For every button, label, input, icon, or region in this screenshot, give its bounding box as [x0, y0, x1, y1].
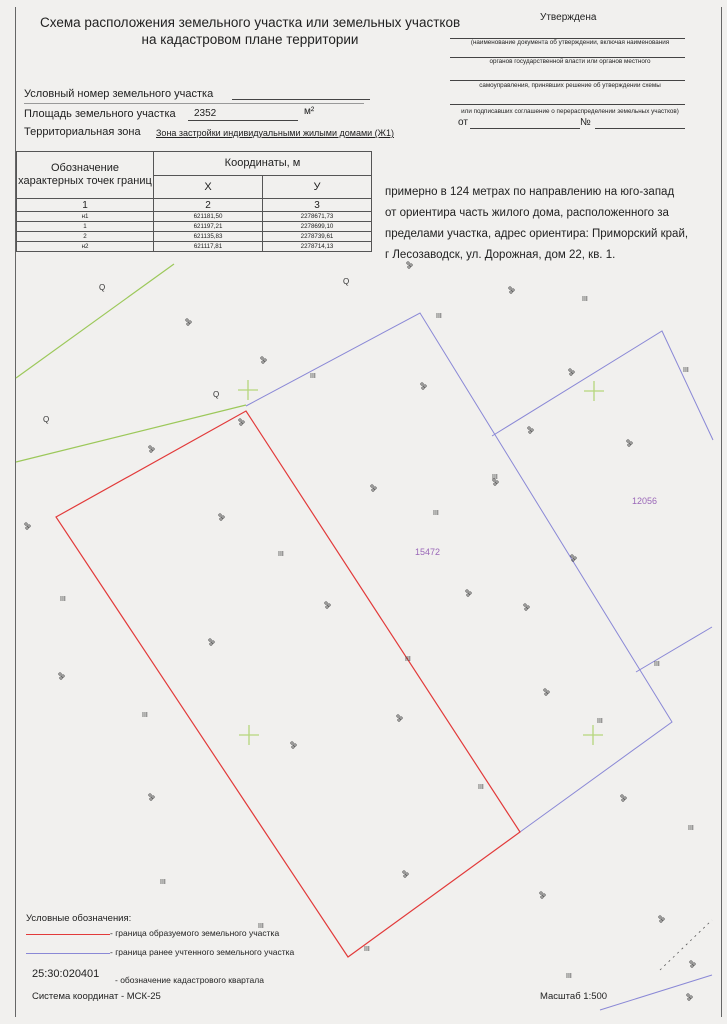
svg-text:III: III [582, 296, 588, 303]
approval-line-4: или подписавших соглашение о перераспределении земельных участков) [461, 108, 679, 115]
address-line-3: пределами участка, адрес ориентира: Приморский край, [385, 228, 689, 240]
label-15472: 15472 [415, 547, 441, 557]
blue-parcel-12056 [492, 331, 713, 440]
svg-text:III: III [478, 784, 484, 791]
row-x: 621117,81 [154, 242, 263, 252]
green-line [16, 405, 246, 462]
svg-text:III: III [683, 367, 689, 374]
header-x: X [154, 175, 263, 199]
dotted-line [660, 920, 712, 970]
row-x: 621135,83 [154, 232, 263, 242]
hatch-marks [60, 296, 694, 980]
scale-label: Масштаб 1:500 [540, 991, 608, 1002]
row-y: 2278739,61 [263, 232, 372, 242]
svg-text:III: III [492, 474, 498, 481]
svg-text:Q: Q [43, 415, 50, 424]
row-y: 2278714,13 [263, 242, 372, 252]
address-line-2: от ориентира часть жилого дома, расположенного за [385, 207, 669, 219]
blue-line [636, 627, 712, 672]
row-x: 621181,50 [154, 212, 263, 222]
row-y: 2278671,73 [263, 212, 372, 222]
row-point: 2 [17, 232, 154, 242]
header-y: У [263, 175, 372, 199]
title-line-2: на кадастровом плане территории [141, 32, 359, 47]
svg-text:III: III [566, 973, 572, 980]
blue-parcel-15472 [246, 313, 672, 832]
zone-label: Территориальная зона [24, 126, 141, 138]
legend-red-text: - граница образуемого земельного участка [110, 928, 280, 938]
legend-blue-text: - граница ранее учтенного земельного участка [110, 947, 295, 957]
cross-markers [238, 380, 604, 745]
zone-value: Зона застройки индивидуальными жилыми домами (Ж1) [156, 128, 394, 138]
legend-blue-swatch [26, 953, 110, 954]
svg-text:Q: Q [99, 283, 106, 292]
svg-text:III: III [433, 510, 439, 517]
title-line-1: Схема расположения земельного участка или земельных участков [40, 15, 461, 30]
approval-line-1: (наименование документа об утверждении, включая наименования [470, 39, 670, 46]
area-unit: м² [304, 106, 315, 117]
quarter-code: 25:30:020401 [32, 968, 100, 980]
header-point: Обозначение характерных точек границ [17, 152, 154, 199]
approval-title: Утверждена [540, 12, 597, 23]
svg-text:Q: Q [213, 390, 220, 399]
legend-red-swatch [26, 934, 110, 935]
circle-marks [43, 277, 349, 424]
green-line [16, 264, 174, 378]
approval-line-3: самоуправления, принявших решение об утверждении схемы [479, 82, 661, 89]
conditional-number-label: Условный номер земельного участка [24, 88, 214, 100]
row-point: н1 [17, 212, 154, 222]
svg-text:III: III [688, 825, 694, 832]
svg-text:III: III [436, 313, 442, 320]
svg-text:III: III [278, 551, 284, 558]
svg-text:III: III [310, 373, 316, 380]
svg-text:III: III [142, 712, 148, 719]
header-coords: Координаты, м [154, 152, 372, 176]
row-point: 1 [17, 222, 154, 232]
legend-title: Условные обозначения: [26, 913, 132, 924]
red-parcel-boundary [56, 411, 520, 957]
row-x: 621197,21 [154, 222, 263, 232]
quarter-desc: - обозначение кадастрового квартала [115, 975, 264, 985]
svg-text:III: III [597, 718, 603, 725]
approval-number-label: № [580, 117, 591, 128]
row-y: 2278699,10 [263, 222, 372, 232]
svg-text:Q: Q [343, 277, 350, 286]
row-point: н2 [17, 242, 154, 252]
svg-text:III: III [364, 946, 370, 953]
svg-text:III: III [405, 656, 411, 663]
col-num-3: 3 [263, 199, 372, 212]
address-line-4: г Лесозаводск, ул. Дорожная, дом 22, кв. 1. [385, 249, 616, 261]
svg-text:III: III [60, 596, 66, 603]
svg-text:III: III [258, 923, 264, 930]
col-num-1: 1 [17, 199, 154, 212]
approval-from-label: от [458, 117, 468, 128]
area-label: Площадь земельного участка [24, 108, 176, 120]
label-12056: 12056 [632, 496, 658, 506]
approval-line-2: органов государственной власти или органов местного [489, 58, 651, 65]
coordinate-system: Система координат - МСК-25 [32, 991, 161, 1002]
address-line-1: примерно в 124 метрах по направлению на юго-запад [385, 186, 675, 198]
svg-text:III: III [160, 879, 166, 886]
area-value: 2352 [194, 108, 217, 119]
col-num-2: 2 [154, 199, 263, 212]
svg-text:III: III [654, 661, 660, 668]
blue-line [600, 975, 712, 1010]
